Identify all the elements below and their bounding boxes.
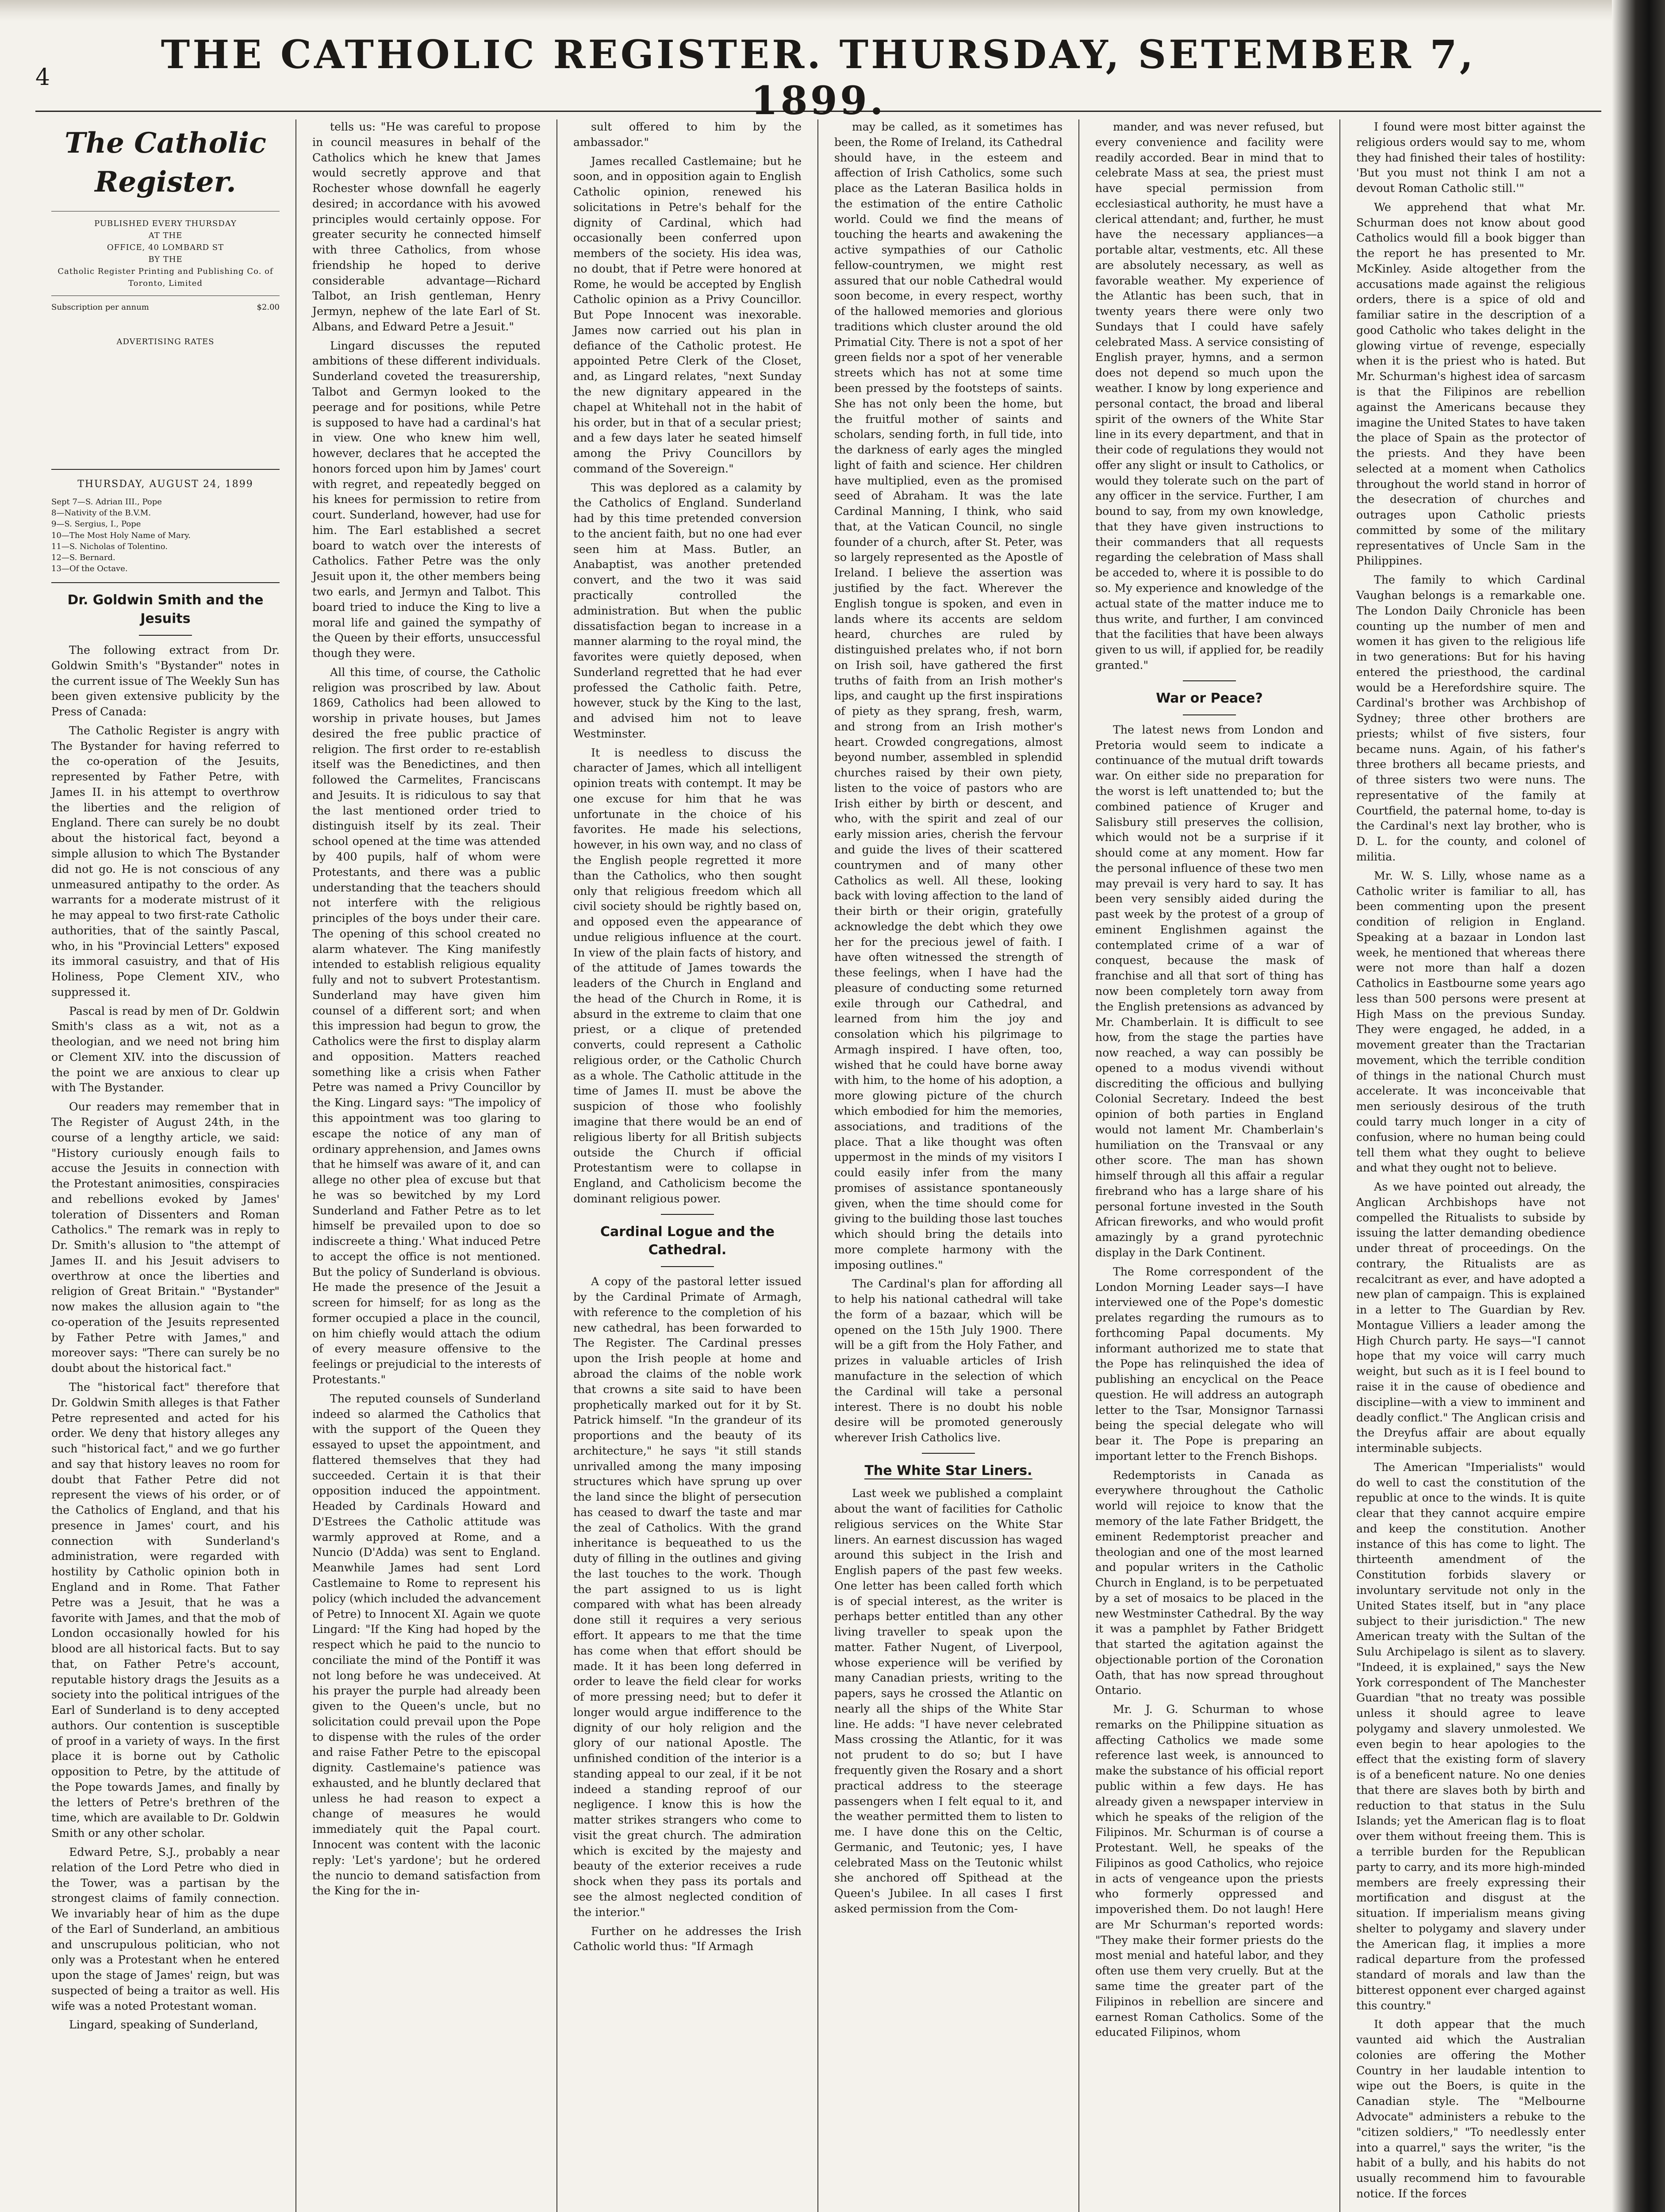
calendar-entry: 13—Of the Octave.	[51, 564, 128, 574]
article-paragraph: Lingard, speaking of Sunderland,	[69, 2018, 258, 2032]
nameplate: The Catholic Register.	[65, 127, 266, 199]
column-4	[818, 119, 1079, 2212]
page-binding-edge	[1612, 0, 1665, 2212]
article-paragraph: As we have pointed out already, the Anglican Archbishops have not compelled the Ritualists to subside by issuing the latter demanding obedience under threat of proceedings. On the contrary, the Ritualists are as recalcitrant as ever, and have adopted a new plan of campaign. This is explained in a letter to The Guardian by Rev. Montague Villiers a leader among the High Church party. He says—"I cannot hope that my voice will carry much weight, but such as it is I feel bound to raise it in the cause of obedience and discipline—with a view to imminent and deadly conflict." The Anglican crisis and the Dreyfus affair are about equally interminable subjects.	[1356, 1180, 1585, 1455]
subscription-row: Subscription per annum $2.00	[51, 302, 280, 313]
article-paragraph: The following extract from Dr. Goldwin Smith's "Bystander" notes in the current issue of The Weekly Sun has been given extensive publicity by the Press of Canada:	[51, 644, 280, 718]
faded-rates	[51, 348, 280, 461]
article-paragraph: Mr. J. G. Schurman to whose remarks on the Philippine situation as affecting Catholics we made some reference last week, is announced to make the substance of his official report public within a few days. He has already given a newspaper interview in which he speaks of the religion of the Filipinos. Mr. Schurman is of course a Protestant. Well, he speaks of the Filipinos as good Catholics, who rejoice in acts of vengeance upon the priests who formerly oppressed and impoverished them. Do not laugh! Here are Mr Schurman's reported words: "They make their former priests do the most menial and hateful labor, and they often use them very cruelly. But at the same time the greater part of the Filipinos in rebellion are sincere and earnest Roman Catholics. Some of the educated Filipinos, whom	[1095, 1703, 1324, 2039]
article-paragraph: The "historical fact" therefore that Dr. Goldwin Smith alleges is that Father Petre represented and acted for his order. We deny that history alleges any such "historical fact," and we go further and say that history leaves no room for doubt that Father Petre did not represent the views of his order, or of the Catholics of England, and that his presence in James' court, and his connection with Sunderland's administration, were regarded with hostility by Catholic opinion both in England and in Rome. That Father Petre was a Jesuit, that he was a favorite with James, and that the mob of London occasionally howled for his blood are all historical facts. But to say that, on Father Petre's account, reputable history drags the Jesuits as a society into the political intrigues of the Earl of Sunderland is to deny accepted authors. Our contention is susceptible of proof in a variety of ways. In the first place it is borne out by Catholic opposition to Petre, by the attitude of the Pope towards James, and finally by the letters of Petre's brethren of the time, which are available to Dr. Goldwin Smith or any other scholar.	[51, 1381, 280, 1840]
article-paragraph: The American "Imperialists" would do well to cast the constitution of the republic at once to the winds. It is quite clear that they cannot acquire empire and keep the constitution. Another instance of this has come to light. The thirteenth amendment of the Constitution forbids slavery or involuntary servitude not only in the United States itself, but in "any place subject to their jurisdiction." The new American treaty with the Sultan of the Sulu Archipelago is silent as to slavery. "Indeed, it is explained," says the New York correspondent of The Manchester Guardian "that no treaty was possible unless it should agree to leave polygamy and slavery unmolested. We even begin to hear apologies to the effect that the existing form of slavery is of a beneficent nature. No one denies that there are slaves both by birth and reduction to that status in the Sulu Islands; yet the American flag is to float over them without freeing them. This is a terrible burden for the Republican party to carry, and its more high-minded members are freely expressing their mortification and disgust at the situation. If imperialism means giving shelter to polygamy and slavery under the American flag, it implies a more radical departure from the professed standard of morals and law than the bitterest opponent ever charged against this country."	[1356, 1460, 1585, 2012]
column-1: The Catholic Register. PUBLISHED EVERY THURSDAY AT THE OFFICE, 40 LOMBARD ST BY THE Catholic Register Printing and Publishing Co. of Toronto, Limited Subscription per annum $2.00 ADVERTISING RATES THURSDAY, AUGUST 24, 1899 Sept 7—S. Adrian III., Pope 8—Nativity of the B.V.M. 9—S. Sergius, I., Pope 10—The Most Holy Name of Mary. 11—S. Nicholas of Tolentino. 12—S. Bernard. 13—Of the Octave. Dr. Goldwin Smith and the Jesuits The following extract from Dr. Goldwin Smith's "Bystander" notes in the current issue of The Weekly Sun has been given extensive publicity by the Press of Canada: The Catholic Register is angry with The Bystander for having referred to the co-operation of the Jesuits, represented by Father Petre, with James II. in his attempt to overthrow the liberties and the religion of England. There can surely be no doubt about the historical fact, beyond a simple allusion to which The Bystander did not go. He is not conscious of any unmeasured antipathy to the order. As warrants for a moderate mistrust of it he may appeal to two first-rate Catholic authorities, that of the saintly Pascal, who, in his "Provincial Letters" exposed its immoral casuistry, and that of His Holiness, Pope Clement XIV., who suppressed it. Pascal is read by men of Dr. Goldwin Smith's class as a wit, not as a theologian, and we need not bring him or Clement XIV. into the discussion of the point we are anxious to clear up with The Bystander. Our readers may remember that in The Register of August 24th, in the course of a lengthy article, we said: "History curiously enough fails to accuse the Jesuits in connection with the Protestant animosities, conspiracies and rebellions evoked by James' toleration of Dissenters and Roman Catholics." The remark was in reply to Dr. Smith's allusion to "the attempt of James II. and his Jesuit advisers to overthrow at once the liberties and religion of Great Britain." "Bystander" now makes the allusion again to "the co-operation of the Jesuits represented by Father Petre with James," and moreover says: "There can surely be no doubt about the historical fact." The "historical fact" therefore that Dr. Goldwin Smith alleges is that Father Petre represented and acted for his order. We deny that history alleges any such "historical fact," and we go further and say that history leaves no room for doubt that Father Petre did not represent the views of his order, or of the Catholics of England, and that his presence in James' court, and his connection with Sunderland's administration, were regarded with hostility by Catholic opinion both in England and in Rome. That Father Petre was a Jesuit, that he was a favorite with James, and that the mob of London occasionally howled for his blood are all historical facts. But to say that, on Father Petre's account, reputable history drags the Jesuits as a society into the political intrigues of the Earl of Sunderland is to deny accepted authors. Our contention is susceptible of proof in a variety of ways. In the first place it is borne out by Catholic opposition to Petre, by the attitude of the Pope towards James, and finally by the letters of Petre's brethren of the time, which are available to Dr. Goldwin Smith or any other scholar. Edward Petre, S.J., probably a near relation of the Lord Petre who died in the Tower, was a partisan by the strongest claims of family connection. We invariably hear of him as the dupe of the Earl of Sunderland, an ambitious and unscrupulous politician, who not only was a Protestant when he entered upon the stage of James' reign, but was suspected of being a traitor as well. His wife was a noted Protestant woman. Lingard, speaking of Sunderland,	[35, 119, 296, 2212]
article-paragraph: Last week we published a complaint about the want of facilities for Catholic religious services on the White Star liners. An earnest discussion has waged around this subject in the Irish and English papers of the past few weeks. One letter has been called forth which is of special interest, as the writer is perhaps better entitled than any other living traveller to speak upon the matter. Father Nugent, of Liverpool, whose experience will be verified by many Canadian priests, writing to the papers, says he crossed the Atlantic on nearly all the ships of the White Star line. He adds: "I have never celebrated Mass crossing the Atlantic, for it was not prudent to do so; but I have frequently given the Rosary and a short practical address to the steerage passengers when I felt equal to it, and the weather permitted them to listen to me. I have done this on the Celtic, Germanic, and Teutonic; yes, I have celebrated Mass on the Teutonic whilst she anchored off Spithead at the Queen's Jubilee. In all cases I first asked permission from the Com-	[834, 1487, 1063, 1915]
article-paragraph: It doth appear that the much vaunted aid which the Australian colonies are offering the Mother Country in her laudable intention to wipe out the Boers, is quite in the Canadian style. The "Melbourne Advocate" administers a rebuke to the "citizen soldiers," "To needlessly enter into a quarrel," says the writer, "is the habit of a bully, and his habits do not usually recommend him to favourable notice. If the forces	[1356, 2018, 1585, 2200]
article-paragraph: We apprehend that what Mr. Schurman does not know about good Catholics would fill a book bigger than the report he has presented to Mr. McKinley. Aside altogether from the accusations made against the religious orders, there is a spice of old and familiar satire in the description of a good Catholic who takes delight in the glowing virtue of revenge, especially when it is the priest who is hated. But Mr. Schurman's highest idea of sarcasm is that the Filipinos are rebellion against the Americans because they imagine the United States to have taken the place of Spain as the protector of the priests. And they have been selected at a moment when Catholics throughout the world stand in horror of the desecration of churches and outrages upon Catholic priests committed by some of the military representatives of Uncle Sam in the Philippines.	[1356, 200, 1585, 568]
article-paragraph: The Cardinal's plan for affording all to help his national cathedral will take the form of a bazaar, which will be opened on the 15th July 1900. There will be a gift from the Holy Father, and prizes in valuable articles of Irish manufacture in the selection of which the Cardinal will take a personal interest. There is no doubt his noble desire will be promoted generously wherever Irish Catholics live.	[834, 1277, 1063, 1444]
article-paragraph: may be called, as it sometimes has been, the Rome of Ireland, its Cathedral should have, in the esteem and affection of Irish Catholics, some such place as the Lateran Basilica holds in the estimation of the entire Catholic world. Could we find the means of touching the hearts and awakening the active sympathies of our Catholic fellow-countrymen, we might rest assured that our noble Cathedral would soon become, in every respect, worthy of the hallowed memories and glorious traditions which cluster around the old Primatial City. There is not a spot of her green fields nor a spot of her venerable streets which has not at some time been pressed by the footsteps of saints. She has not only been the home, but the fruitful mother of saints and scholars, sending forth, in full tide, into the darkness of early ages the mingled light of faith and science. Her children have multiplied, even as the promised seed of Abraham. It was the late Cardinal Manning, I think, who said that, at the Vatican Council, no single founder of a church, after St. Peter, was so largely represented as the Apostle of Ireland. I believe the assertion was justified by the fact. Wherever the English tongue is spoken, and even in lands where its accents are seldom heard, churches are ruled by distinguished prelates who, if not born on Irish soil, have gathered the first truths of faith from an Irish mother's lips, and caught up the first inspirations of piety as they sprang, fresh, warm, and strong from an Irish mother's heart. Crowded congregations, almost beyond number, assembled in splendid churches raised by their own piety, listen to the voice of pastors who are Irish either by birth or descent, and who, with the spirit and zeal of our early mission aries, cherish the fervour and guide the lives of their scattered countrymen and of many other Catholics as well. All these, looking back with loving affection to the land of their birth or their origin, gratefully acknowledge the debt which they owe her for the precious jewel of faith. I have often witnessed the strength of these feelings, when I have had the pleasure of conducting some returned exile through our Cathedral, and learned from him the joy and consolation which his pilgrimage to Armagh inspired. I have often, too, wished that he could have borne away with him, to the home of his adoption, a more glowing picture of the church which embodied for him the memories, associations, and traditions of the place. That a like thought was often uppermost in the minds of my visitors I could easily infer from the many promises of assistance spontaneously given, when the time should come for giving to the building those last touches which should bring the details into more complete harmony with the imposing outlines."	[834, 120, 1063, 1271]
article-paragraph: mander, and was never refused, but every convenience and facility were readily accorded. Bear in mind that to celebrate Mass at sea, the priest must have special permission from ecclesiastical authority, he must have a clerical attendant; and, further, he must have the necessary appliances—a portable altar, vestments, etc. All these are absolutely necessary, as well as favorable weather. My experience of the Atlantic has been such, that in twenty years there were only two Sundays that I could have safely celebrated Mass. A service consisting of English prayer, hymns, and a sermon does not depend so much upon the weather. I know by long experience and personal contact, the broad and liberal spirit of the owners of the White Star line in its every department, and that in their code of regulations they would not offer any slight or insult to Catholics, or would they tolerate such on the part of any officer in the service. Further, I am bound to say, from my own knowledge, that they have given instructions to their commanders that all requests regarding the celebration of Mass shall be acceded to, where it is possible to do so. My experience and knowledge of the actual state of the matter induce me to thus write, and further, I am convinced that the facilities that have been always given to us will, if applied for, be readily granted."	[1095, 120, 1324, 672]
calendar-entry: 9—S. Sergius, I., Pope	[51, 519, 141, 529]
article-paragraph: All this time, of course, the Catholic religion was proscribed by law. About 1869, Catholics had been allowed to worship in private houses, but James desired the free public practice of religion. The first order to re-establish itself was the Benedictines, and then followed the Carmelites, Franciscans and Jesuits. It is ridiculous to say that the last mentioned order tried to distinguish itself by its zeal. Their school opened at the time was attended by 400 pupils, half of whom were Protestants, and there was a public understanding that the teachers should not interfere with the religious principles of the boys under their care. The opening of this school created no alarm whatever. The King manifestly intended to establish religious equality fully and not to subvert Protestantism. Sunderland may have given him counsel of a different sort; and when this impression had begun to grow, the Catholics were the first to display alarm and opposition. Matters reached something like a crisis when Father Petre was named a Privy Councillor by the King. Lingard says: "The impolicy of this appointment was too glaring to escape the notice of any man of ordinary apprehension, and James owns that he himself was aware of it, and can allege no other plea of excuse but that he was so bewitched by my Lord Sunderland and Father Petre as to let himself be prevailed upon to doe so indiscreete a thing.' What induced Petre to accept the office is not mentioned. But the policy of Sunderland is obvious. He made the presence of the Jesuit a screen for himself; for as long as the former occupied a place in the council, on him chiefly would attach the odium of every measure offensive to the feelings or prejudicial to the interests of Protestants."	[312, 665, 541, 1386]
calendar-entry: 8—Nativity of the B.V.M.	[51, 508, 151, 518]
article-paragraph: Our readers may remember that in The Register of August 24th, in the course of a lengthy article, we said: "History curiously enough fails to accuse the Jesuits in connection with the Protestant animosities, conspiracies and rebellions evoked by James' toleration of Dissenters and Roman Catholics." The remark was in reply to Dr. Smith's allusion to "the attempt of James II. and his Jesuit advisers to overthrow at once the liberties and religion of Great Britain." "Bystander" now makes the allusion again to "the co-operation of the Jesuits represented by Father Petre with James," and moreover says: "There can surely be no doubt about the historical fact."	[51, 1100, 280, 1375]
article-paragraph: The family to which Cardinal Vaughan belongs is a remarkable one. The London Daily Chronicle has been counting up the number of men and women it has given to the religious life in two generations: But for his having entered the priesthood, the cardinal would be a Herefordshire squire. The Cardinal's brother was Archbishop of Sydney; three other brothers are priests; whilst of five sisters, four became nuns. Again, of his father's three brothers all became priests, and of three sisters two were nuns. The representative of the family at Courtfield, the paternal home, to-day is the Cardinal's next lay brother, who is D. L. for the county, and colonel of militia.	[1356, 573, 1585, 863]
article-paragraph: The latest news from London and Pretoria would seem to indicate a continuance of the mutual drift towards war. On either side no preparation for the worst is left unattended to; but the combined patience of Kruger and Salisbury still preserves the collision, which would not be a surprise if it should come at any moment. How far the personal influence of these two men may prevail is very hard to say. It has been very sensibly aided during the past week by the protest of a group of eminent Englishmen against the contemplated crime of a war of conquest, because the mask of franchise and all that sort of thing has now been completely torn away from the English pretensions as advanced by Mr. Chamberlain. It is difficult to see how, from the stage the parties have now reached, a way can possibly be opened to a modus vivendi without discrediting the officious and bullying Colonial Secretary. Indeed the best opinion of both parties in England would not lament Mr. Chamberlain's humiliation on the Transvaal or any other score. The man has shown himself through all this affair a regular firebrand who has a large share of his personal fortune invested in the South African fireworks, and who would profit amazingly by a grand pyrotechnic display in the Dark Continent.	[1095, 723, 1324, 1259]
article-paragraph: Redemptorists in Canada as everywhere throughout the Catholic world will rejoice to know that the memory of the late Father Bridgett, the eminent Redemptorist preacher and theologian and one of the most learned and popular writers in the Catholic Church in England, is to be perpetuated by a set of mosaics to be placed in the new Westminster Cathedral. By the way it was a pamphlet by Father Bridgett that started the agitation against the objectionable portion of the Coronation Oath, that has now spread throughout Ontario.	[1095, 1468, 1324, 1697]
article-paragraph: Lingard discusses the reputed ambitions of these different individuals. Sunderland coveted the treasurership, Talbot and Germyn looked to the peerage and for positions, while Petre is supposed to have had a cardinal's hat in view. One who knew him well, however, declares that he accepted the honors forced upon him by James' court with regret, and repeatedly begged on his knees for permission to retire from court. Sunderland, however, had use for him. The Earl established a secret board to watch over the interests of Catholics. Father Petre was the only Jesuit upon it, the other members being two earls, and Jermyn and Talbot. This board tried to induce the King to live a moral life and gained the sympathy of the Queen by their efforts, unsuccessful though they were.	[312, 339, 541, 660]
calendar	[51, 496, 280, 574]
article-paragraph: Pascal is read by men of Dr. Goldwin Smith's class as a wit, not as a theologian, and we need not bring him or Clement XIV. into the discussion of the point we are anxious to clear up with The Bystander.	[51, 1004, 280, 1094]
article-paragraph: The Catholic Register is angry with The Bystander for having referred to the co-operation of the Jesuits, represented by Father Petre, with James II. in his attempt to overthrow the liberties and the religion of England. There can surely be no doubt about the historical fact, beyond a simple allusion to which The Bystander did not go. He is not conscious of any unmeasured antipathy to the order. As warrants for a moderate mistrust of it he may appeal to two first-rate Catholic authorities, that of the saintly Pascal, who, in his "Provincial Letters" exposed its immoral casuistry, and that of His Holiness, Pope Clement XIV., who suppressed it.	[51, 724, 280, 998]
article-paragraph: The reputed counsels of Sunderland indeed so alarmed the Catholics that with the support of the Queen they essayed to upset the appointment, and flattered themselves that they had succeeded. Certain it is that their opposition induced the appointment. Headed by Cardinals Howard and D'Estrees the Catholic attitude was warmly approved at Rome, and a Nuncio (D'Adda) was sent to England. Meanwhile James had sent Lord Castlemaine to Rome to represent his policy (which included the advancement of Petre) to Innocent XI. Again we quote Lingard: "If the King had hoped by the respect which he paid to the nuncio to conciliate the mind of the Pontiff it was not long before he was undeceived. At his prayer the purple had already been given to the Queen's uncle, but no solicitation could prevail upon the Pope to dispense with the rules of the order and raise Father Petre to the episcopal dignity. Castlemaine's patience was exhausted, and he bluntly declared that unless he had reason to expect a change of measures he would immediately quit the Papal court. Innocent was content with the laconic reply: 'Let's yardone'; but he ordered the nuncio to demand satisfaction from the King for the in-	[312, 1392, 541, 1897]
masthead	[35, 31, 1601, 123]
article-paragraph: This was deplored as a calamity by the Catholics of England. Sunderland had by this time pretended conversion to the ancient faith, but no one had ever seen him at Mass. Butler, an Anabaptist, was another pretended convert, and the two it was said practically controlled the administration. But when the public dissatisfaction began to increase in a manner alarming to the royal mind, the favorites were quietly deposed, when Sunderland regretted that he had ever professed the Catholic faith. Petre, however, stuck by the King to the last, and advised him not to leave Westminster.	[573, 481, 802, 740]
calendar-entry: 11—S. Nicholas of Tolentino.	[51, 541, 168, 551]
page-title: THE CATHOLIC REGISTER. THURSDAY, SETEMBER 7, 1899.	[161, 31, 1476, 123]
office-line: OFFICE, 40 LOMBARD ST	[107, 242, 224, 252]
column-3	[557, 119, 818, 2212]
columns	[35, 119, 1601, 2212]
article-paragraph: sult offered to him by the ambassador."	[573, 120, 802, 149]
article-paragraph: It is needless to discuss the character of James, which all intelligent opinion treats with contempt. It may be one excuse for him that he was unfortunate in the choice of his favorites. He made his selections, however, in his own way, and no class of the English people regretted it more than the Catholics, who then sought only that religious freedom which all civil society should be rightly based on, and opposed even the appearance of undue religious influence at the court. In view of the plain facts of history, and of the attitude of James towards the leaders of the Church in England and the head of the Church in Rome, it is absurd in the extreme to claim that one priest, or a clique of pretended converts, could represent a Catholic religious order, or the Catholic Church as a whole. The Catholic attitude in the time of James II. must be above the suspicion of those who foolishly imagine that there would be an end of religious liberty for all British subjects outside the Church if official Protestantism were to collapse in England, and Catholicism become the dominant religious power.	[573, 746, 802, 1205]
page-top-edge	[0, 0, 1665, 21]
calendar-entry: 10—The Most Holy Name of Mary.	[51, 530, 191, 540]
calendar-entry: Sept 7—S. Adrian III., Pope	[51, 497, 162, 507]
article-paragraph: James recalled Castlemaine; but he soon, and in opposition again to English Catholic opinion, renewed his solicitations in Petre's behalf for the dignity of Cardinal, which had occasionally been conferred upon members of the society. His idea was, no doubt, that if Petre were honored at Rome, he would be accepted by English Catholic opinion as a Privy Councillor. But Pope Innocent was inexorable. James now carried out his plan in defiance of the Catholic protest. He appointed Petre Clerk of the Closet, and, as Lingard relates, "next Sunday the new dignitary appeared in the chapel at Whitehall not in the habit of his order, but in that of a secular priest; and a few days later he seated himself among the Privy Councillors by command of the Sovereign."	[573, 154, 802, 475]
article-paragraph: Edward Petre, S.J., probably a near relation of the Lord Petre who died in the Tower, was a partisan by the strongest claims of family connection. We invariably hear of him as the dupe of the Earl of Sunderland, an ambitious and unscrupulous politician, who not only was a Protestant when he entered upon the stage of James' reign, but was suspected of being a traitor as well. His wife was a noted Protestant woman.	[51, 1845, 280, 2012]
article-headline: Cardinal Logue and the Cathedral.	[600, 1224, 775, 1258]
column-6	[1340, 119, 1601, 2212]
company-line: Catholic Register Printing and Publishing Co. of Toronto, Limited	[58, 266, 273, 288]
date-line: THURSDAY, AUGUST 24, 1899	[77, 478, 253, 490]
article-paragraph: tells us: "He was careful to propose in council measures in behalf of the Catholics which he knew that James would secretly approve and that Rochester whose downfall he eagerly desired; in accordance with his avowed principles would certainly oppose. For greater security he connected himself with three Catholics, from whose friendship he hoped to derive considerable advantage—Richard Talbot, an Irish gentleman, Henry Jermyn, nephew of the late Earl of St. Albans, and Edward Petre a Jesuit."	[312, 120, 541, 333]
article-headline: War or Peace?	[1156, 690, 1263, 706]
published-line: PUBLISHED EVERY THURSDAY	[94, 219, 237, 228]
article-paragraph: A copy of the pastoral letter issued by the Cardinal Primate of Armagh, with reference to the completion of his new cathedral, has been forwarded to The Register. The Cardinal presses upon the Irish people at home and abroad the claims of the noble work that crowns a site said to have been prophetically marked out for it by St. Patrick himself. "In the grandeur of its proportions and the beauty of its architecture," he says "it still stands unrivalled among the many imposing structures which have sprung up over the land since the blight of persecution has ceased to dwarf the taste and mar the zeal of Catholics. With the grand inheritance is bequeathed to us the duty of filling in the outlines and giving the last touches to the work. Though the part assigned to us is light compared with what has been already done still it requires a very serious effort. It appears to me that the time has come when that effort should be made. It it has been long deferred in order to leave the field clear for works of more pressing need; but to defer it longer would argue indifference to the dignity of our holy religion and the glory of our national Apostle. The unfinished condition of the interior is a standing appeal to our zeal, if it be not indeed a standing reproof of our negligence. I know this is how the matter strikes strangers who come to visit the great church. The admiration which is excited by the majesty and beauty of the exterior receives a rude shock when they pass its portals and see the almost neglected condition of the interior."	[573, 1275, 802, 1919]
column-5	[1079, 119, 1340, 2212]
column-2	[296, 119, 557, 2212]
advertising-heading: ADVERTISING RATES	[116, 337, 215, 346]
article-paragraph: I found were most bitter against the religious orders would say to me, whom they had finished their tales of hostility: 'But you must not think I am not a devout Roman Catholic still.'"	[1356, 120, 1585, 195]
article-headline: The White Star Liners.	[864, 1463, 1032, 1479]
article-headline: Dr. Goldwin Smith and the Jesuits	[67, 592, 264, 626]
article-paragraph: Further on he addresses the Irish Catholic world thus: "If Armagh	[573, 1924, 802, 1953]
page-number: 4	[35, 64, 50, 91]
subscription-price: $2.00	[257, 302, 280, 312]
calendar-entry: 12—S. Bernard.	[51, 553, 115, 562]
article-paragraph: Mr. W. S. Lilly, whose name as a Catholic writer is familiar to all, has been commenting upon the present condition of religion in England. Speaking at a bazaar in London last week, he mentioned that whereas there were not more than half a dozen Catholics in Eastbourne some years ago less than 500 persons were present at High Mass on the previous Sunday. They were engaged, he added, in a movement greater than the Tractarian movement, which the terrible condition of things in the national Church must accelerate. It was inconceivable that men seriously desirous of the truth could tarry much longer in a city of confusion, where no human being could tell them what they ought to believe and what they ought not to believe.	[1356, 869, 1585, 1175]
article-paragraph: The Rome correspondent of the London Morning Leader says—I have interviewed one of the Pope's domestic prelates regarding the rumours as to forthcoming Papal documents. My informant authorized me to state that the Pope has relinquished the idea of publishing an encyclical on the Peace question. He will address an autograph letter to the Tsar, Monsignor Tarnassi being the special delegate who will bear it. The Pope is preparing an important letter to the French Bishops.	[1095, 1265, 1324, 1463]
faded-notice	[51, 313, 280, 335]
